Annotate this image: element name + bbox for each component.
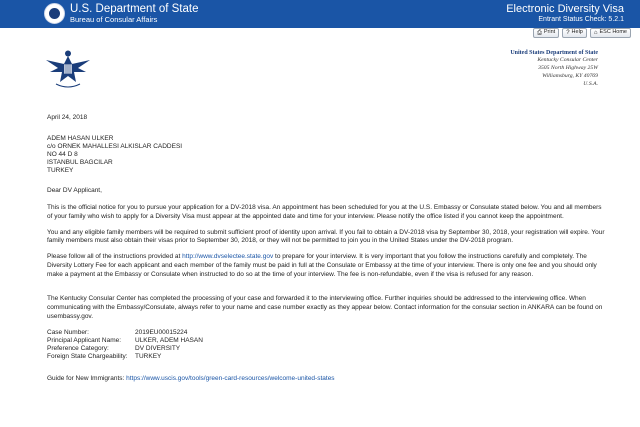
home-icon: ⌂ (593, 30, 598, 36)
app-subtitle: Entrant Status Check: 5.2.1 (538, 16, 624, 23)
letter-date: April 24, 2018 (47, 114, 88, 121)
paragraph-processing: The Kentucky Consular Center has completed the processing of your case and forwarded it to the interviewing office. Further inquiries should be addressed to the interviewing office. When communicating with the Embassy/Consulate, always refer to your name and case number exactly as they appear below. Contact information for the consular section in ANKARA can be found on usembassy.gov. (47, 295, 603, 320)
case-detail-label: Principal Applicant Name: (47, 336, 122, 344)
return-address-city: Williamsburg, KY 40769 (542, 72, 598, 79)
header-branding (70, 3, 198, 24)
department-title: U.S. Department of State (70, 3, 199, 15)
case-detail-label: Foreign State Chargeability: (47, 352, 128, 360)
recipient-address (47, 135, 607, 175)
dvselectee-link[interactable]: http://www.dvselectee.state.gov (182, 253, 274, 261)
print-label: Print (543, 29, 556, 36)
site-header (0, 0, 640, 28)
paragraph-identity: You and any eligible family members will be required to submit sufficient proof of identity upon arrival. If you fail to obtain a DV-2018 visa by September 30, 2018, your registration will expire. Your family members must also obtain their visas prior to September 30, 2018, or they will not be permitted to join you in the United States under the DV-2018 program. (47, 228, 605, 245)
great-seal-icon (44, 50, 92, 90)
home-label: ESC Home (599, 29, 627, 36)
print-icon: ⎙ (537, 30, 542, 36)
home-button[interactable] (590, 28, 631, 38)
paragraph-instructions (47, 253, 607, 279)
letter-body (47, 114, 607, 383)
case-detail-value: TURKEY (135, 352, 162, 360)
recipient-line: TURKEY (47, 167, 74, 175)
case-detail-row (47, 329, 203, 337)
greeting: Dear DV Applicant, (47, 187, 102, 195)
case-detail-value: DV DIVERSITY (135, 344, 181, 352)
case-detail-row (47, 353, 203, 361)
case-detail-value: 2019EU00015224 (135, 328, 188, 336)
case-details-table (47, 329, 203, 361)
toolbar (533, 28, 631, 38)
help-button[interactable] (562, 28, 587, 38)
state-department-seal-icon (44, 3, 65, 24)
guide-label: Guide for New Immigrants: (47, 374, 127, 382)
instructions-text-before: Please follow all of the instructions provided at (47, 253, 183, 261)
return-address-center: Kentucky Consular Center (537, 57, 598, 64)
paragraph-notice: This is the official notice for you to pursue your application for a DV-2018 visa. An appointment has been scheduled for you at the U.S. Embassy or Consulate stated below. You and all members of your family who wish to apply for a Diversity Visa must appear at the appointed date and time for your interview. Please notify the office listed if you cannot keep the appointment. (47, 204, 602, 220)
recipient-line: NO 44 D 8 (47, 150, 78, 158)
app-branding (506, 3, 624, 24)
recipient-line: ISTANBUL BAGCILAR (47, 159, 113, 167)
help-label: Help (571, 29, 583, 36)
recipient-line: ADEM HASAN ULKER (47, 134, 114, 142)
bureau-subtitle: Bureau of Consular Affairs (70, 15, 158, 24)
case-detail-value: ULKER, ADEM HASAN (135, 336, 203, 344)
help-icon: ? (566, 30, 570, 36)
case-detail-row (47, 337, 203, 345)
case-detail-label: Case Number: (47, 328, 89, 336)
return-address-country: U.S.A. (583, 80, 598, 87)
return-address-street: 3505 North Highway 25W (538, 65, 598, 71)
uscis-guide-link[interactable]: https://www.uscis.gov/tools/green-card-resources/welcome-united-states (126, 374, 335, 382)
recipient-line: c/o ORNEK MAHALLESI ALKISLAR CADDESI (47, 142, 183, 150)
case-detail-label: Preference Category: (47, 344, 109, 352)
instructions-text-after: to prepare for your interview. It is very important that you follow the instructions carefully and completely. The Diversity Lottery Fee for each applicant and each member of the family must be paid in full at the Consulate or Embassy at the time of your interview. There is only one fee and you should only make a payment at the Embassy or Consulate when instructed to do so at the time of your interview. The fee is non-refundable, even if the visa is refused for any reason. (47, 253, 597, 278)
return-address (510, 49, 598, 89)
return-address-title: United States Department of State (510, 50, 598, 56)
app-title: Electronic Diversity Visa (506, 3, 624, 15)
print-button[interactable] (533, 28, 559, 38)
case-detail-row (47, 345, 203, 353)
guide-for-immigrants (47, 375, 607, 384)
